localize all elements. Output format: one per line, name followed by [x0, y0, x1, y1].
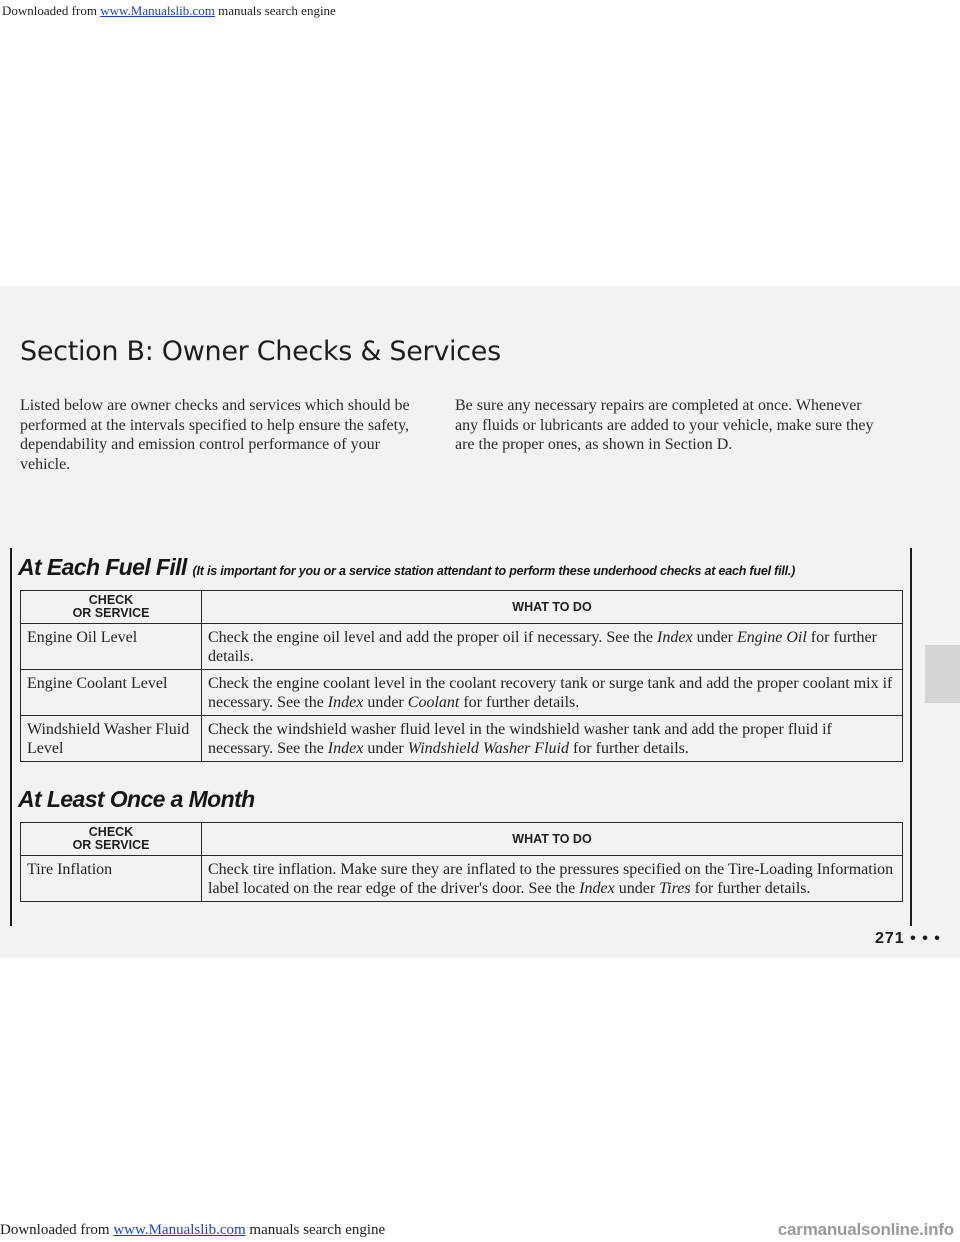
section-title: Section B: Owner Checks & Services	[20, 336, 501, 367]
instruction-text: under	[614, 880, 660, 897]
instruction-text: under	[363, 740, 408, 757]
instruction-text: Check the engine oil level and add the proper oil if necessary. See the	[208, 629, 658, 646]
what-to-do-cell	[202, 670, 903, 716]
header-prefix: Downloaded from	[2, 3, 97, 18]
footer-prefix: Downloaded from	[0, 1222, 110, 1238]
fuel-fill-table	[20, 590, 903, 762]
section-tab-marker	[925, 645, 960, 703]
page-number: 271 • • •	[875, 930, 941, 947]
what-to-do-cell	[202, 716, 903, 762]
instruction-text: Check tire inflation. Make sure they are inflated to the pressures specified on the Tire-Loading Information label located on the rear edge of the driver's door. See the	[208, 861, 894, 897]
manualslib-link[interactable]: www.Manualslib.com	[100, 3, 215, 18]
monthly-heading	[18, 786, 255, 813]
index-reference: Index	[327, 740, 364, 757]
fuel-fill-title: At Each Fuel Fill	[18, 554, 187, 580]
manual-page	[0, 286, 960, 958]
index-reference: Index	[579, 880, 615, 897]
table-row	[21, 856, 903, 902]
instruction-text: under	[692, 629, 737, 646]
index-reference: Tires	[659, 880, 691, 897]
what-to-do-cell	[202, 624, 903, 670]
monthly-title: At Least Once a Month	[18, 786, 255, 812]
instruction-text: for further details.	[690, 880, 811, 897]
index-reference: Index	[657, 629, 693, 646]
check-column-header: CHECK OR SERVICE	[21, 823, 202, 856]
fuel-fill-note: (It is important for you or a service station attendant to perform these underhood checks at each fuel fill.)	[192, 564, 796, 578]
instruction-text: for further details.	[568, 740, 689, 757]
check-column-header: CHECK OR SERVICE	[21, 591, 202, 624]
index-reference: Windshield Washer Fluid	[407, 740, 569, 757]
index-reference: Index	[327, 694, 364, 711]
table-row	[21, 670, 903, 716]
index-reference: Coolant	[407, 694, 460, 711]
footer-manualslib-link[interactable]: www.Manualslib.com	[113, 1222, 246, 1238]
carmanualsonline-watermark: carmanualsonline.info	[777, 1220, 954, 1239]
what-column-header: WHAT TO DO	[202, 591, 903, 624]
monthly-table	[20, 822, 903, 902]
check-item: Windshield Washer Fluid Level	[21, 716, 202, 762]
table-header-row	[21, 823, 903, 856]
footer-suffix: manuals search engine	[249, 1222, 386, 1238]
fuel-fill-heading	[18, 554, 795, 581]
what-to-do-cell	[202, 856, 903, 902]
download-header	[0, 0, 960, 22]
what-column-header: WHAT TO DO	[202, 823, 903, 856]
instruction-text: Check the windshield washer fluid level in the windshield washer tank and add the proper fluid if necessary. See the	[208, 721, 832, 757]
check-item: Engine Oil Level	[21, 624, 202, 670]
check-item: Engine Coolant Level	[21, 670, 202, 716]
instruction-text: for further details.	[459, 694, 580, 711]
table-row	[21, 716, 903, 762]
instruction-text: Check the engine coolant level in the coolant recovery tank or surge tank and add the proper coolant mix if necessary. See the	[208, 675, 893, 711]
intro-left-paragraph: Listed below are owner checks and services which should be performed at the intervals specified to help ensure the safety, dependability and emission control performance of your vehicle.	[20, 397, 410, 473]
table-row	[21, 624, 903, 670]
right-margin-rule	[910, 548, 912, 926]
instruction-text: for further details.	[208, 629, 877, 665]
table-header-row	[21, 591, 903, 624]
header-suffix: manuals search engine	[218, 3, 336, 18]
intro-right-paragraph: Be sure any necessary repairs are completed at once. Whenever any fluids or lubricants are added to your vehicle, make sure they are the proper ones, as shown in Section D.	[455, 397, 874, 453]
download-footer	[0, 1218, 960, 1242]
left-margin-rule	[10, 548, 12, 926]
instruction-text: under	[363, 694, 408, 711]
index-reference: Engine Oil	[737, 629, 807, 646]
check-item: Tire Inflation	[21, 856, 202, 902]
